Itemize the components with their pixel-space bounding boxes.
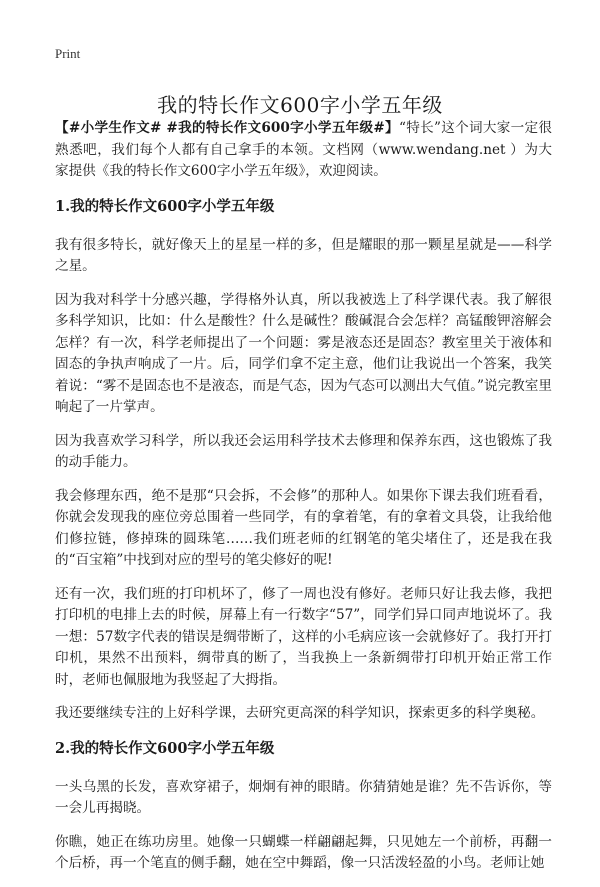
intro-paragraph [55, 118, 552, 183]
paragraph: 我有很多特长，就好像天上的星星一样的多，但是耀眼的那一颗星星就是——科学之星。 [55, 236, 552, 274]
intro-tag: 【#小学生作文# #我的特长作文600字小学五年级#】 [55, 120, 399, 136]
section-heading: 2.我的特长作文600字小学五年级 [55, 739, 275, 757]
section-heading: 1.我的特长作文600字小学五年级 [55, 197, 275, 215]
document-body [55, 118, 552, 887]
paragraph: 你瞧，她正在练功房里。她像一只蝴蝶一样翩翩起舞，只见她左一个前桥，再翻一个后桥，再一个笔直的侧手翻，她在空中舞蹈，像一只活泼轻盈的小鸟。老师让她 [55, 833, 552, 871]
paragraph: 我会修理东西，绝不是那“只会拆，不会修”的那种人。如果你下课去我们班看看，你就会发现我的座位旁总围着一些同学，有的拿着笔，有的拿着文具袋，让我给他们修拉链，修掉珠的圆珠笔……我们班老师的红钢笔的笔尖堵住了，还是我在我的“百宝箱”中找到对应的型号的笔尖修好的呢! [55, 487, 552, 568]
paragraph: 因为我对科学十分感兴趣，学得格外认真，所以我被选上了科学课代表。我了解很多科学知识，比如：什么是酸性？什么是碱性？酸碱混合会怎样？高锰酸钾溶解会怎样？有一次，科学老师提出了一个问题：雾是液态还是固态？教室里关于液体和固态的争执声响成了一片。后，同学们拿不定主意，他们让我说出一个答案，我笑着说：“雾不是固态也不是液态，而是气态，因为气态可以测出大气值。”说完教室里响起了一片掌声。 [55, 291, 552, 415]
paragraph: 因为我喜欢学习科学，所以我还会运用科学技术去修理和保养东西，这也锻炼了我的动手能力。 [55, 432, 552, 470]
print-label: Print [55, 46, 81, 61]
document-title: 我的特长作文600字小学五年级 [157, 93, 443, 118]
paragraph: 一头乌黑的长发，喜欢穿裙子，炯炯有神的眼睛。你猜猜她是谁？先不告诉你，等一会儿再揭晓。 [55, 778, 552, 816]
intro-text: “特长”这个词大家一定很熟悉吧，我们每个人都有自己拿手的本领。文档网（www.wendang.net ）为大家提供《我的特长作文600字小学五年级》，欢迎阅读。 [55, 120, 552, 179]
paragraph: 还有一次，我们班的打印机坏了，修了一周也没有修好。老师只好让我去修，我把打印机的电排上去的时候，屏幕上有一行数字“57”，同学们异口同声地说坏了。我一想：57数字代表的错误是绸带断了，这样的小毛病应该一会就修好了。我打开打印机，果然不出预料，绸带真的断了，当我换上一条新绸带打印机开始正常工作时，老师也佩服地为我竖起了大拇指。 [55, 585, 552, 688]
paragraph: 我还要继续专注的上好科学课，去研究更高深的科学知识，探索更多的科学奥秘。 [55, 705, 545, 721]
